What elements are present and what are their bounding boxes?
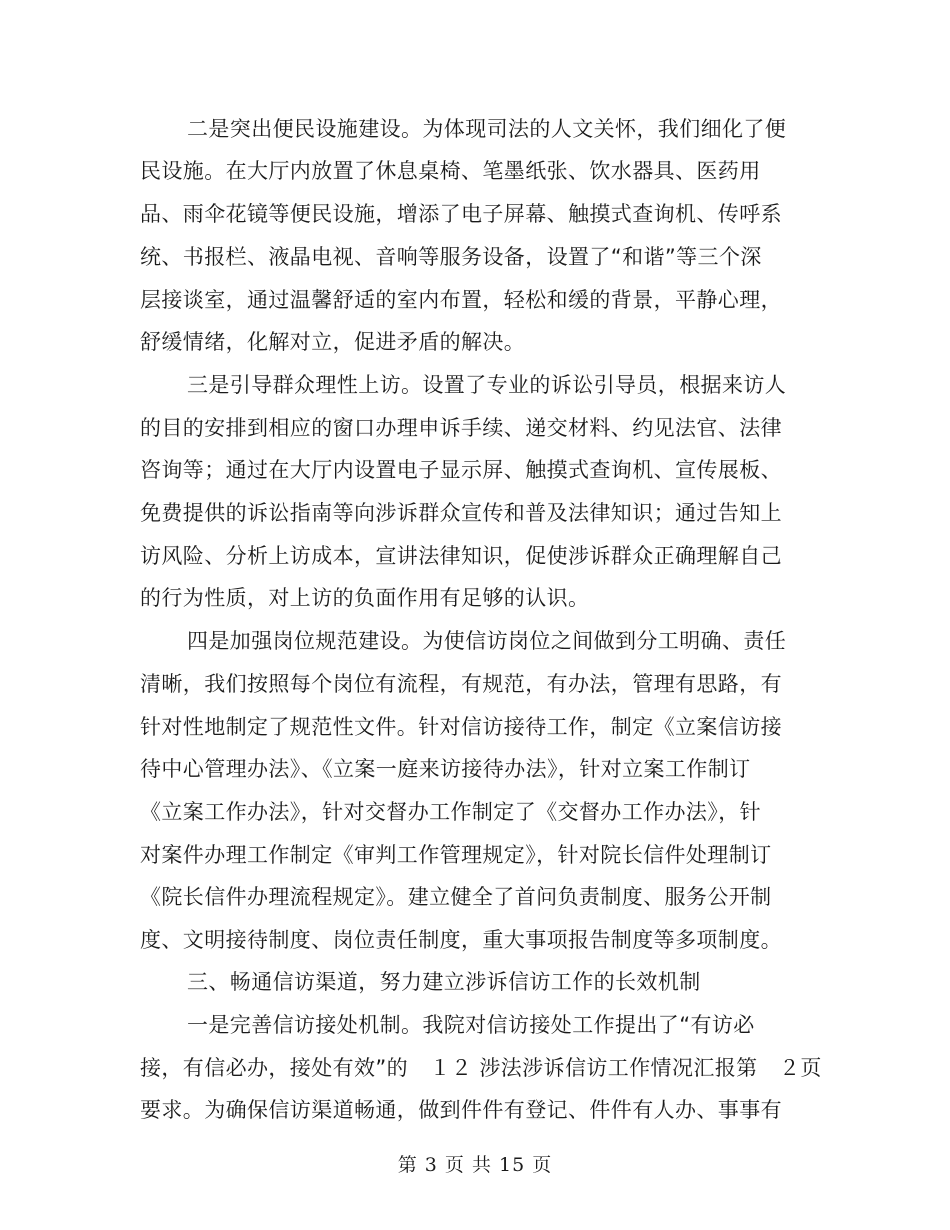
text-line: 二是突出便民设施建设。为体现司法的人文关怀，我们细化了便 bbox=[187, 117, 787, 141]
text-line: 针对性地制定了规范性文件。针对信访接待工作，制定《立案信访接 bbox=[140, 715, 782, 739]
text-line: 统、书报栏、液晶电视、音响等服务设备，设置了“和谐”等三个深 bbox=[140, 245, 762, 269]
text-line: 接，有信必办，接处有效”的 １２ 涉法涉诉信访工作情况汇报第 ２页 bbox=[140, 1056, 822, 1080]
text-line: 访风险、分析上访成本，宣讲法律知识，促使涉诉群众正确理解自己 bbox=[140, 544, 782, 568]
text-line: 免费提供的诉讼指南等向涉诉群众宣传和普及法律知识；通过告知上 bbox=[140, 501, 782, 525]
text-line: 咨询等；通过在大厅内设置电子显示屏、触摸式查询机、宣传展板、 bbox=[140, 458, 782, 482]
text-line: 清晰，我们按照每个岗位有流程，有规范，有办法，管理有思路，有 bbox=[140, 672, 782, 696]
text-line: 民设施。在大厅内放置了休息桌椅、笔墨纸张、饮水器具、医药用 bbox=[140, 159, 761, 183]
text-line: 层接谈室，通过温馨舒适的室内布置，轻松和缓的背景，平静心理， bbox=[140, 288, 782, 312]
section-heading: 三、畅通信访渠道，努力建立涉诉信访工作的长效机制 bbox=[187, 970, 701, 994]
text-line: 《立案工作办法》，针对交督办工作制定了《交督办工作办法》，针 bbox=[140, 800, 761, 824]
text-line: 对案件办理工作制定《审判工作管理规定》，针对院长信件处理制订 bbox=[140, 843, 772, 867]
text-line: 要求。为确保信访渠道畅通，做到件件有登记、件件有人办、事事有 bbox=[140, 1098, 782, 1122]
text-line: 的行为性质，对上访的负面作用有足够的认识。 bbox=[140, 586, 590, 610]
page-number-footer: 第 3 页 共 15 页 bbox=[397, 1154, 553, 1176]
text-line: 品、雨伞花镜等便民设施，增添了电子屏幕、触摸式查询机、传呼系 bbox=[140, 202, 782, 226]
text-line: 度、文明接待制度、岗位责任制度，重大事项报告制度等多项制度。 bbox=[140, 928, 782, 952]
text-line: 一是完善信访接处机制。我院对信访接处工作提出了“有访必 bbox=[187, 1013, 755, 1037]
text-line: 待中心管理办法》、《立案一庭来访接待办法》，针对立案工作制订 bbox=[140, 757, 751, 781]
text-line: 三是引导群众理性上访。设置了专业的诉讼引导员，根据来访人 bbox=[187, 373, 787, 397]
text-line: 《院长信件办理流程规定》。建立健全了首问负责制度、服务公开制 bbox=[140, 885, 772, 909]
text-line: 的目的安排到相应的窗口办理申诉手续、递交材料、约见法官、法律 bbox=[140, 416, 782, 440]
text-line: 四是加强岗位规范建设。为使信访岗位之间做到分工明确、责任 bbox=[187, 629, 787, 653]
text-line: 舒缓情绪，化解对立，促进矛盾的解决。 bbox=[140, 330, 526, 354]
